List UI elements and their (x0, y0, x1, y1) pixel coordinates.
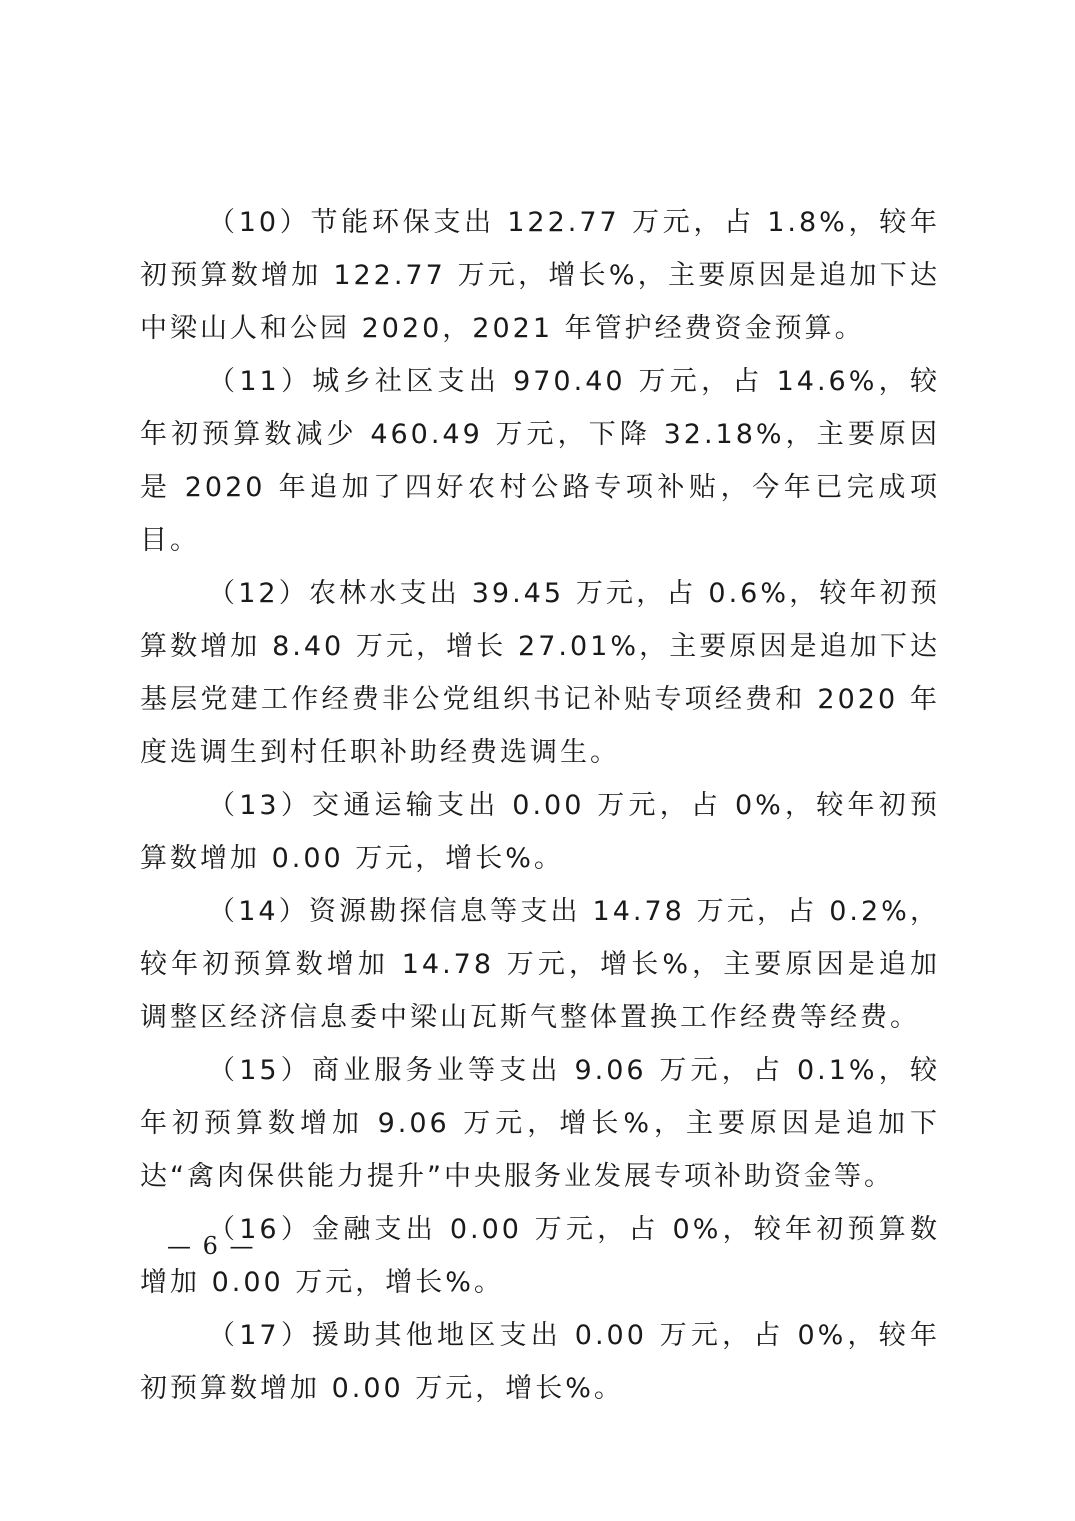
paragraph-14: （14）资源勘探信息等支出 14.78 万元，占 0.2%，较年初预算数增加 14.78 万元，增长%，主要原因是追加调整区经济信息委中梁山瓦斯气整体置换工作经费等经费。 (140, 896, 940, 1033)
paragraph-13: （13）交通运输支出 0.00 万元，占 0%，较年初预算数增加 0.00 万元，增长%。 (140, 790, 940, 874)
page-number: — 6 — (167, 1232, 256, 1260)
paragraph-17: （17）援助其他地区支出 0.00 万元，占 0%，较年初预算数增加 0.00 万元，增长%。 (140, 1320, 940, 1404)
paragraph-10: （10）节能环保支出 122.77 万元，占 1.8%，较年初预算数增加 122.77 万元，增长%，主要原因是追加下达中梁山人和公园 2020，2021 年管护经费资金预算。 (140, 207, 940, 344)
document-body (140, 196, 940, 1415)
paragraph-16: （16）金融支出 0.00 万元，占 0%，较年初预算数增加 0.00 万元，增长%。 (140, 1214, 940, 1298)
paragraph-12: （12）农林水支出 39.45 万元，占 0.6%，较年初预算数增加 8.40 万元，增长 27.01%，主要原因是追加下达基层党建工作经费非公党组织书记补贴专项经费和 2020 年度选调生到村任职补助经费选调生。 (140, 578, 940, 768)
paragraph-11: （11）城乡社区支出 970.40 万元，占 14.6%，较年初预算数减少 460.49 万元，下降 32.18%，主要原因是 2020 年追加了四好农村公路专项补贴，今年已完成项目。 (140, 366, 940, 556)
paragraph-15: （15）商业服务业等支出 9.06 万元，占 0.1%，较年初预算数增加 9.06 万元，增长%，主要原因是追加下达“禽肉保供能力提升”中央服务业发展专项补助资金等。 (140, 1055, 940, 1192)
